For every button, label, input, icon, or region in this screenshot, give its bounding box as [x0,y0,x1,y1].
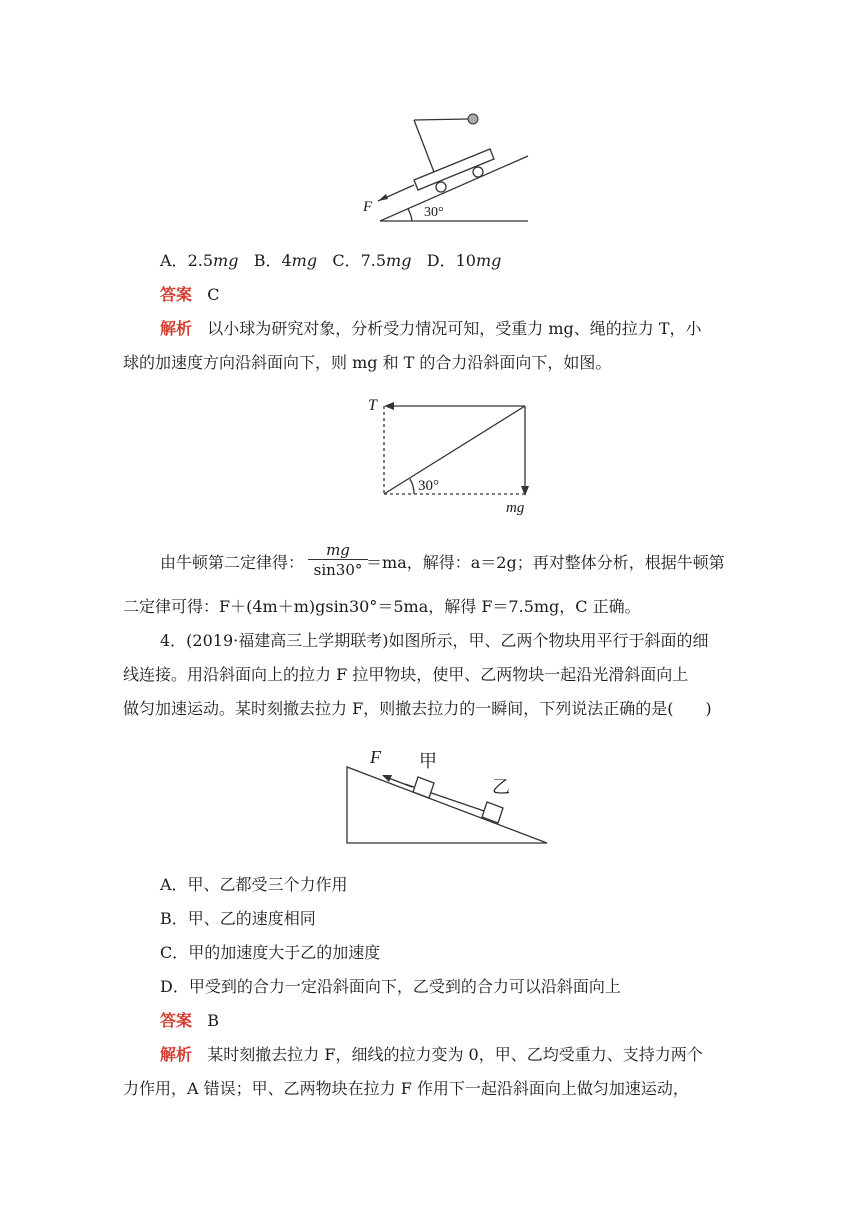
angle-arc [410,479,414,494]
q3-analysis-line2: 球的加速度方向沿斜面向下，则 mg 和 T 的合力沿斜面向下，如图。 [123,353,612,372]
pendulum-string [414,119,468,120]
fraction-bar [308,559,368,560]
incline-line [380,156,528,221]
q4-option-d: D．甲受到的合力一定沿斜面向下，乙受到的合力可以沿斜面向上 [160,977,621,996]
q4-option-a: A．甲、乙都受三个力作用 [160,875,348,894]
q4-answer [160,1010,219,1032]
tension-label: T [368,397,377,414]
option-d: D．10mg [426,251,502,270]
answer-label: 答案 [160,1011,193,1030]
incline-cart-figure [0,0,860,240]
force-label: F [370,747,381,767]
angle-arc [408,209,412,221]
q4-stem-line3: 做匀加速运动。某时刻撤去拉力 F，则撤去拉力的一瞬间，下列说法正确的是( ) [123,699,712,718]
option-b: B．4mg [253,251,318,270]
q3-analysis-line1: 解析 以小球为研究对象，分析受力情况可知，受重力 mg、绳的拉力 T，小 [160,319,702,338]
option-c: C．7.5mg [332,251,412,270]
fraction-denominator: sin30° [313,561,363,579]
force-label: F [363,199,373,215]
incline-triangle [347,767,547,843]
block-yi-label: 乙 [492,777,510,797]
q4-analysis-line1: 解析 某时刻撤去拉力 F，细线的拉力变为 0，甲、乙均受重力、支持力两个 [160,1045,703,1064]
answer-value: C [207,285,220,304]
block-jia [413,777,434,798]
force-arrowhead [378,194,388,201]
block-jia-label: 甲 [419,751,437,771]
q4-analysis-line2: 力作用，A 错误；甲、乙两物块在拉力 F 作用下一起沿斜面向上做匀加速运动， [123,1079,689,1098]
pendulum-ball [468,114,478,124]
two-blocks-figure [0,740,860,850]
q4-stem-line1: 4．(2019·福建高三上学期联考)如图所示，甲、乙两个物块用平行于斜面的细 [160,631,709,650]
q3-formula-line: 由牛顿第二定律得： ＝ma，解得：a＝2g；再对整体分析，根据牛顿第 [160,553,725,572]
q3-answer [160,284,220,306]
angle-label: 30° [418,478,439,494]
fraction-numerator: mg [326,541,350,559]
resultant-diagonal [384,406,525,494]
answer-value: B [207,1011,220,1030]
q4-stem-line2: 线连接。用沿斜面向上的拉力 F 拉甲物块，使甲、乙两物块一起沿光滑斜面向上 [123,665,689,684]
angle-label: 30° [424,205,444,220]
q4-option-b: B．甲、乙的速度相同 [160,909,316,928]
analysis-label: 解析 [160,319,193,338]
force-diagram [0,390,860,520]
pendulum-pole [414,120,434,172]
q3-options [160,250,501,272]
cart-wheel [473,167,483,177]
option-a: A．2.5mg [160,251,239,270]
analysis-label: 解析 [160,1045,193,1064]
q4-option-c: C．甲的加速度大于乙的加速度 [160,943,381,962]
answer-label: 答案 [160,285,193,304]
tension-arrowhead [384,402,394,410]
q3-analysis-line4: 二定律可得：F＋(4m＋m)gsin30°＝5ma，解得 F＝7.5mg，C 正确。 [123,597,641,616]
cart-wheel [436,182,446,192]
weight-label: mg [506,500,525,516]
fraction [308,542,368,579]
